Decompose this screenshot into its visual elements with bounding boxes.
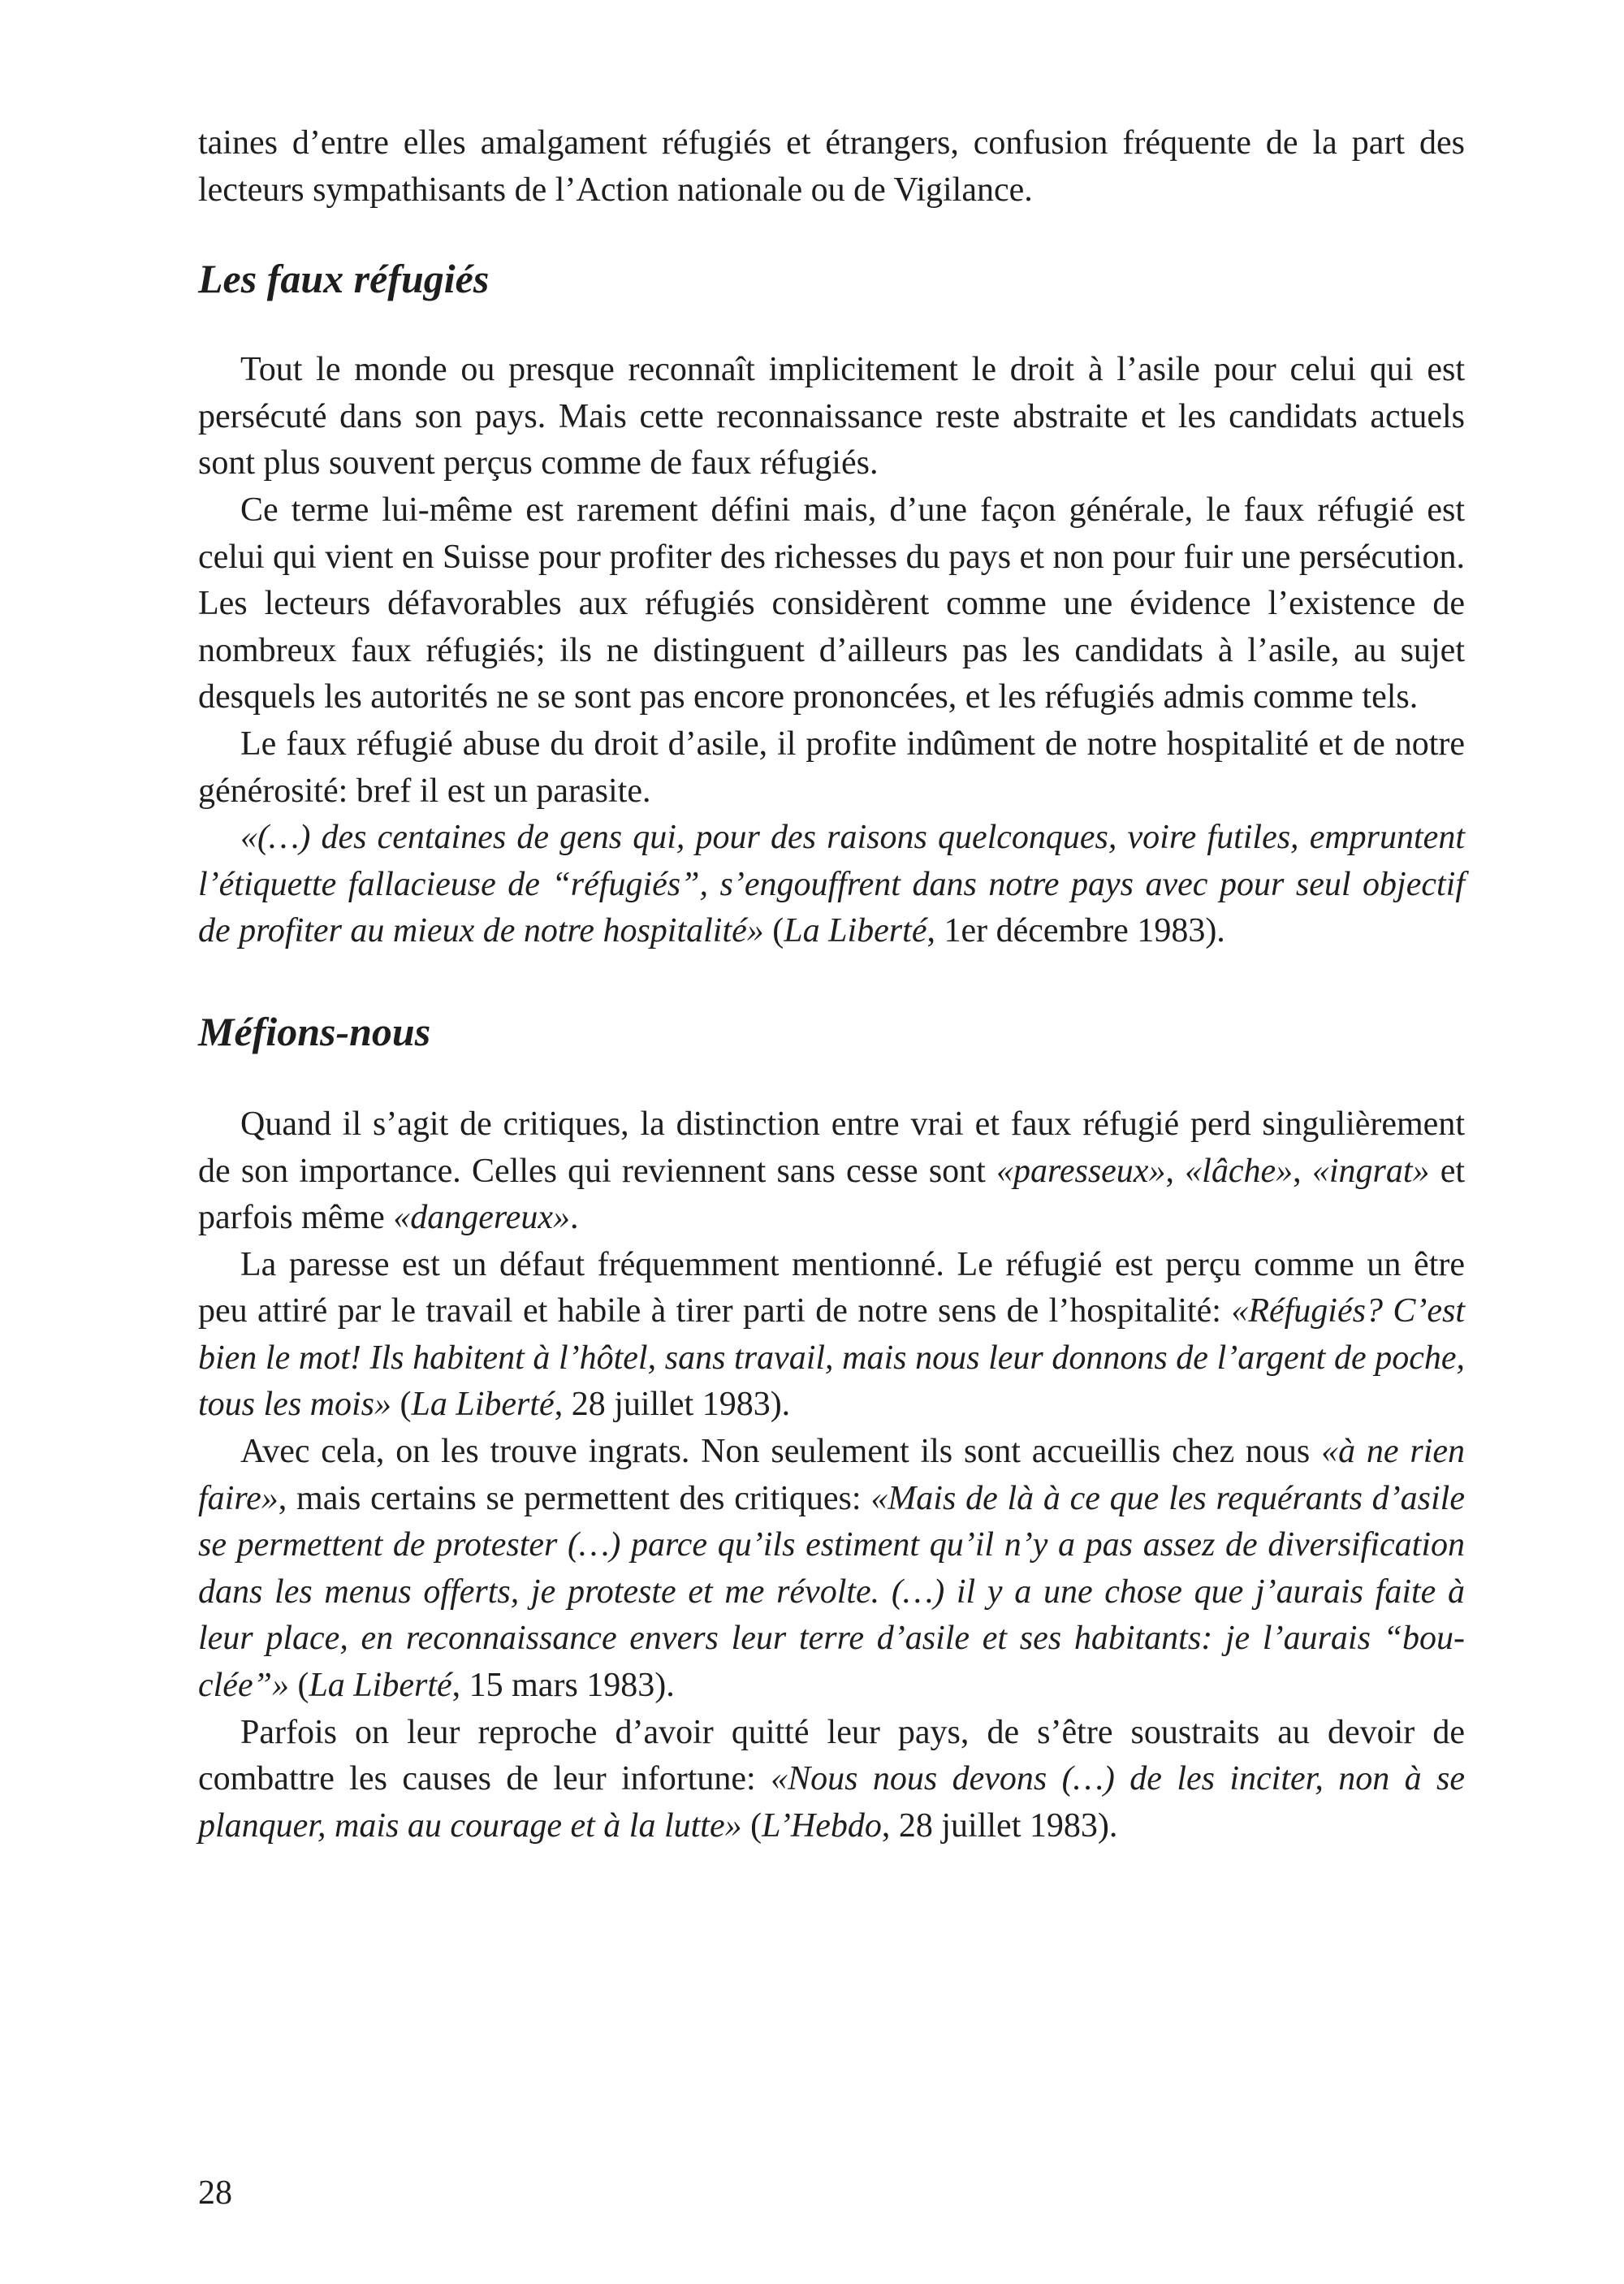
citation-open: (	[772, 912, 784, 950]
text-run: .	[569, 1199, 579, 1237]
section1-paragraph-2: Ce terme lui-même est rarement défini mais, d’une façon générale, le faux réfugié est celui qui vient en Suisse pour profiter des richesses du pays et non pour fuir une persécution. Les lecteurs défavorables aux réfugiés considèrent comme une évidence l’existence de nombreux faux réfugiés; ils ne distinguent d’ailleurs pas les candidats à l’asile, au sujet desquels les autorités ne se sont pas encore prononcées, et les réfugiés admis comme tels.	[198, 491, 1465, 716]
quote-text: «ingrat»	[1311, 1152, 1430, 1190]
quote-text: «paresseux»	[996, 1152, 1166, 1190]
text-run: (	[391, 1386, 412, 1424]
text-run: Parfois on leur reproche d’avoir quitté leur pays, de s’être soustraits au devoir de combattre les causes de leur infortune:	[198, 1713, 1465, 1798]
citation-source: L’Hebdo	[762, 1806, 882, 1845]
quote-text: «Mais de là à ce que les requérants d’asile se permettent de protester (…) parce qu’ils estiment qu’il n’y a pas assez de diversification dans les menus offerts, je proteste et me révolte. (…) il y a une chose que j’aurais faite à leur place, en reconnaissance envers leur terre d’asile et ses habitants: je l’aurais “bouclée”»	[198, 1479, 1465, 1705]
text-run: Quand il s’agit de critiques, la distinction entre vrai et faux réfugié perd singulièrement de son importance. Celles qui reviennent sans cesse sont	[198, 1105, 1465, 1190]
citation-source: La Liberté	[309, 1667, 452, 1705]
citation-date: , 28 juillet 1983).	[881, 1806, 1118, 1845]
citation-date: , 28 juillet 1983).	[554, 1386, 791, 1424]
quote-text: «(…) des centaines de gens qui, pour des raisons quelconques, voire futiles, empruntent l’étiquette fallacieuse de “réfugiés”, s’engouffrent dans notre pays avec pour seul objectif de profiter au mieux de notre hospitalité»	[198, 819, 1465, 950]
citation-date: , 15 mars 1983).	[451, 1667, 675, 1705]
section2-paragraph-3	[198, 1429, 1465, 1710]
section-heading-mefions-nous: Méfions-nous	[198, 1008, 431, 1054]
quote-text: «dangereux»	[393, 1199, 570, 1237]
section2-paragraph-2	[198, 1242, 1465, 1429]
citation-source: La Liberté	[784, 912, 927, 950]
quote-text: «à ne rien faire»	[198, 1433, 1465, 1517]
section1-quote-paragraph	[198, 815, 1465, 955]
text-run: (	[288, 1667, 309, 1705]
section1-paragraph-3: Le faux réfugié abuse du droit d’asile, il profite indûment de notre hospitalité et de notre générosité: bref il est un parasite.	[198, 725, 1465, 810]
text-run: La paresse est un défaut fréquemment mentionné. Le réfugié est perçu comme un être peu attiré par le travail et habile à tirer parti de notre sens de l’hospitalité:	[198, 1245, 1465, 1330]
text-run: (	[741, 1806, 762, 1845]
text-run: , mais certains se permettent des critiques:	[278, 1479, 871, 1517]
text-run: ,	[1165, 1152, 1186, 1190]
intro-paragraph: taines d’entre elles amalgament réfugiés et étrangers, confusion fréquente de la part des lecteurs sympathisants de l’Action nationale ou de Vigilance.	[198, 124, 1465, 209]
section1-paragraph-1: Tout le monde ou presque reconnaît implicitement le droit à l’asile pour celui qui est persécuté dans son pays. Mais cette reconnaissance reste abstraite et les candidats actuels sont plus souvent perçus comme de faux réfugiés.	[198, 351, 1465, 482]
citation-source: La Liberté	[411, 1386, 555, 1424]
section-heading-faux-refugies: Les faux réfugiés	[198, 256, 490, 302]
section2-paragraph-4	[198, 1710, 1465, 1850]
section2-paragraph-1	[198, 1101, 1465, 1242]
quote-text: «lâche»	[1185, 1152, 1294, 1190]
quote-text: «Réfugiés? C’est bien le mot! Ils habitent à l’hôtel, sans travail, mais nous leur donnons de l’argent de poche, tous les mois»	[198, 1292, 1465, 1424]
text-run: Avec cela, on les trouve ingrats. Non seulement ils sont accueillis chez nous	[240, 1433, 1322, 1471]
text-run: ,	[1293, 1152, 1312, 1190]
text-run: et parfois même	[198, 1152, 1466, 1237]
page-number: 28	[198, 2174, 232, 2212]
quote-text: «Nous nous devons (…) de les inciter, non à se planquer, mais au courage et à la lutte»	[198, 1760, 1466, 1845]
citation-date: , 1er décembre 1983).	[926, 912, 1225, 950]
page-body	[198, 120, 1465, 1849]
